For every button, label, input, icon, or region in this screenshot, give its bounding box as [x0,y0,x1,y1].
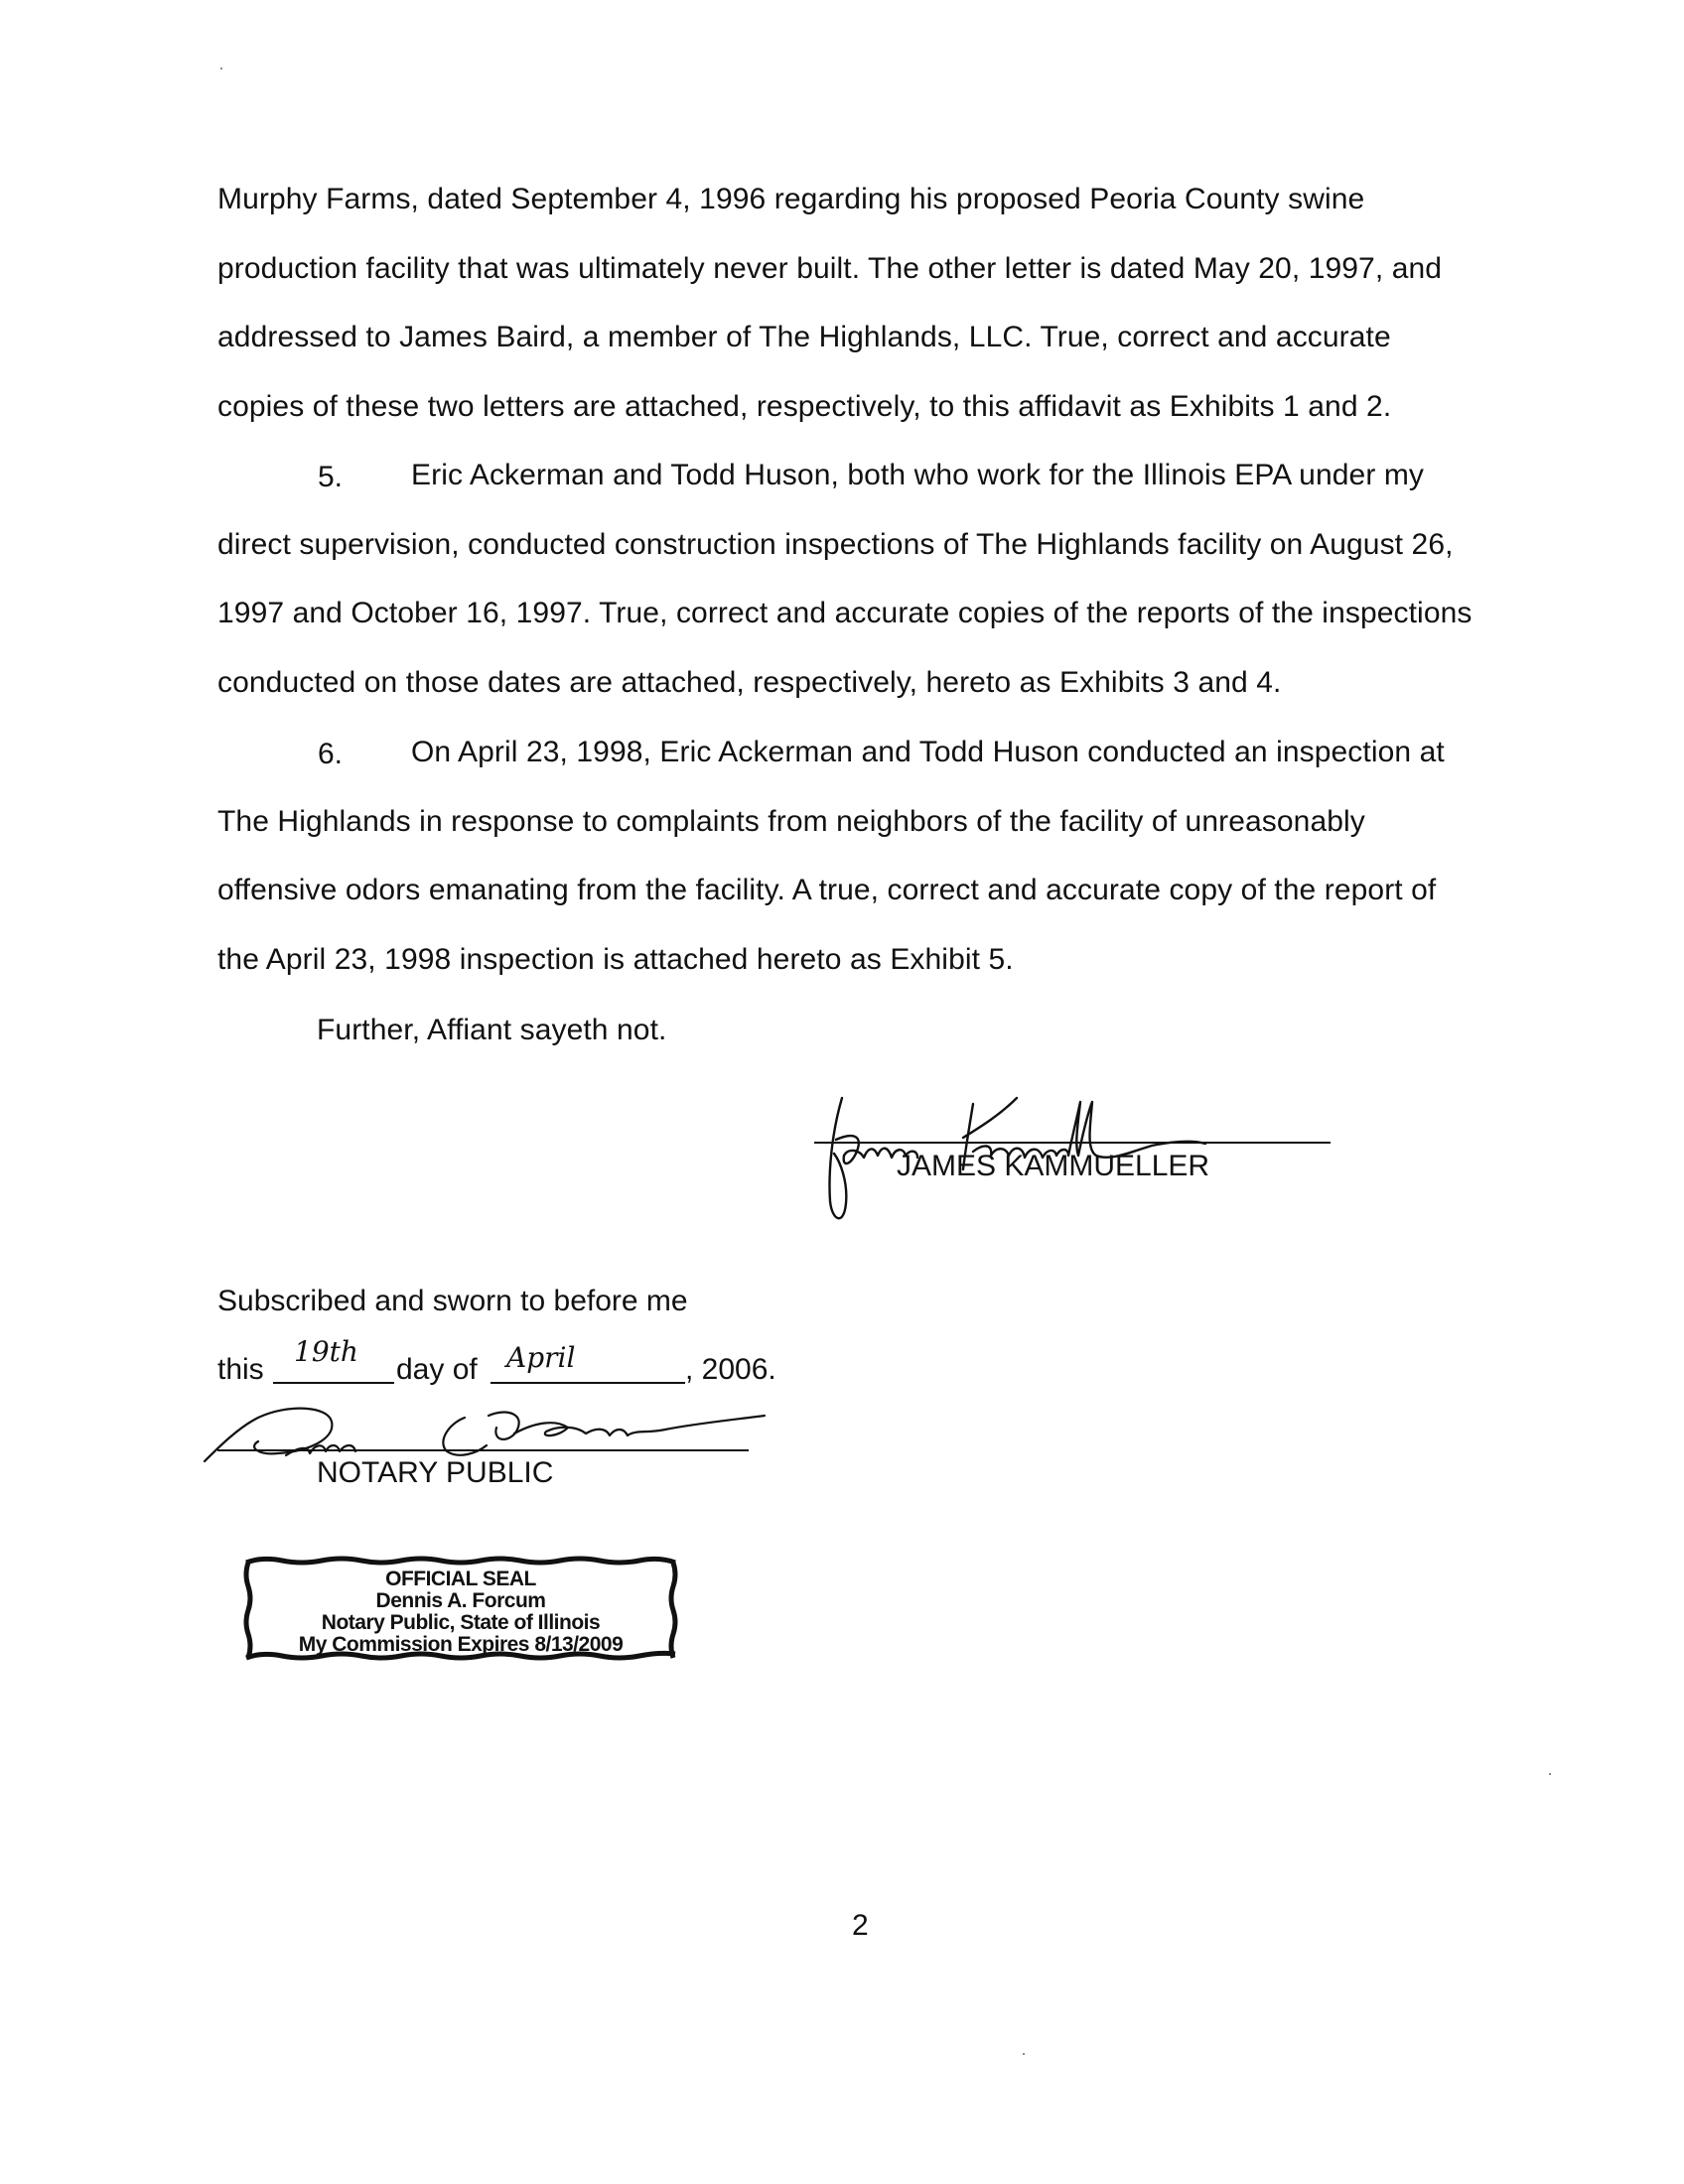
body-line: offensive odors emanating from the facility. A true, correct and accurate copy of the report of [217,874,1437,906]
body-line: 1997 and October 16, 1997. True, correct and accurate copies of the reports of the inspections [217,597,1473,629]
notary-label: NOTARY PUBLIC [317,1456,554,1489]
seal-title: OFFICIAL SEAL [385,1568,536,1590]
body-line: Eric Ackerman and Todd Huson, both who work for the Illinois EPA under my [411,459,1425,491]
body-line: production facility that was ultimately never built. The other letter is dated May 20, 1997, and [217,252,1443,285]
seal-name: Dennis A. Forcum [375,1589,546,1612]
body-line: conducted on those dates are attached, respectively, hereto as Exhibits 3 and 4. [217,666,1282,699]
scan-speck [1023,2053,1025,2055]
scan-speck [220,68,222,69]
notary-signature-line [217,1449,749,1451]
body-line: copies of these two letters are attached, respectively, to this affidavit as Exhibits 1 and 2. [217,390,1392,423]
month-blank-line [491,1382,685,1384]
handwritten-month: April [506,1341,576,1374]
body-line: The Highlands in response to complaints from neighbors of the facility of unreasonably [217,805,1365,838]
jurat-text: Subscribed and sworn to before me [217,1285,688,1317]
affiant-signature-line [814,1142,1331,1144]
jurat-this: this [217,1353,264,1386]
scan-speck [1549,1773,1551,1775]
body-line: On April 23, 1998, Eric Ackerman and Todd Huson conducted an inspection at [411,736,1445,768]
page-number: 2 [852,1909,869,1942]
paragraph-number: 6. [318,738,344,770]
body-line: Murphy Farms, dated September 4, 1996 regarding his proposed Peoria County swine [217,183,1365,215]
body-line: direct supervision, conducted construction inspections of The Highlands facility on August 26, [217,528,1454,561]
jurat-day-of: day of [396,1353,478,1386]
day-blank-line [273,1382,394,1384]
seal-expires: My Commission Expires 8/13/2009 [298,1633,624,1656]
seal-state: Notary Public, State of Illinois [321,1611,601,1634]
jurat-year: , 2006. [685,1353,776,1386]
official-seal-stamp [242,1555,679,1664]
body-line: the April 23, 1998 inspection is attached hereto as Exhibit 5. [217,943,1014,976]
handwritten-day: 19th [294,1335,358,1368]
body-line: addressed to James Baird, a member of The Highlands, LLC. True, correct and accurate [217,321,1391,353]
affiant-name: JAMES KAMMUELLER [897,1150,1210,1182]
paragraph-number: 5. [318,461,344,493]
closing-statement: Further, Affiant sayeth not. [317,1014,667,1046]
